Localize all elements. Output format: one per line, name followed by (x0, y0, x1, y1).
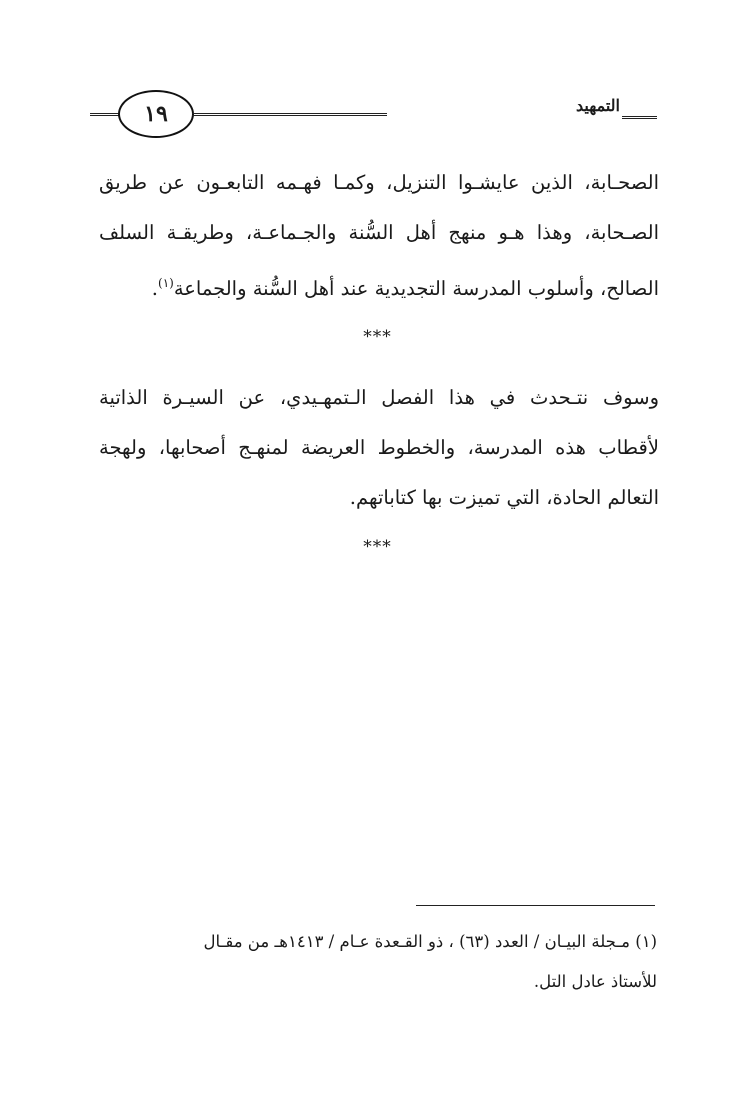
header-rule-left (90, 113, 120, 116)
paragraph-1-line-2: الصـحابة، وهذا هـو منهج أهل السُّنة والجـماعـة، وطريقـة السلف (99, 221, 659, 244)
paragraph-2 (99, 373, 659, 523)
footnote-marker[interactable]: (١) (158, 276, 174, 290)
page-number: ١٩ (144, 101, 168, 127)
paragraph-2-line-2: لأقطاب هذه المدرسة، والخطوط العريضة لمنهـج أصحابها، ولهجة (99, 436, 659, 459)
paragraph-1-line-3 (99, 258, 659, 308)
paragraph-1 (99, 158, 659, 308)
footnote-1-line-2: للأستاذ عادل التل. (533, 972, 657, 991)
section-separator-1: *** (363, 327, 392, 347)
section-separator-2: *** (363, 537, 392, 557)
paragraph-2-line-3: التعالم الحادة، التي تميزت بها كتاباتهم. (349, 486, 659, 509)
paragraph-1-line-3-text: الصالح، وأسلوب المدرسة التجديدية عند أهل السُّنة والجماعة (173, 277, 659, 300)
header-rule-middle (192, 113, 387, 116)
page-number-badge (118, 90, 194, 138)
header-rule-right (622, 116, 657, 119)
running-title: التمهيد (576, 96, 620, 115)
paragraph-1-end-punct: . (151, 277, 158, 300)
paragraph-1-line-1: الصحـابة، الذين عايشـوا التنزيل، وكمـا فهـمه التابعـون عن طريق (99, 171, 659, 194)
footnote-1 (97, 922, 657, 1002)
footnote-1-line-1: (١) مـجلة البيـان / العدد (٦٣) ، ذو القـعدة عـام / ١٤١٣هـ من مقـال (203, 932, 657, 951)
paragraph-2-line-1: وسوف نتـحدث في هذا الفصل الـتمهـيدي، عن السيـرة الذاتية (99, 386, 659, 409)
footnote-rule (416, 905, 655, 906)
